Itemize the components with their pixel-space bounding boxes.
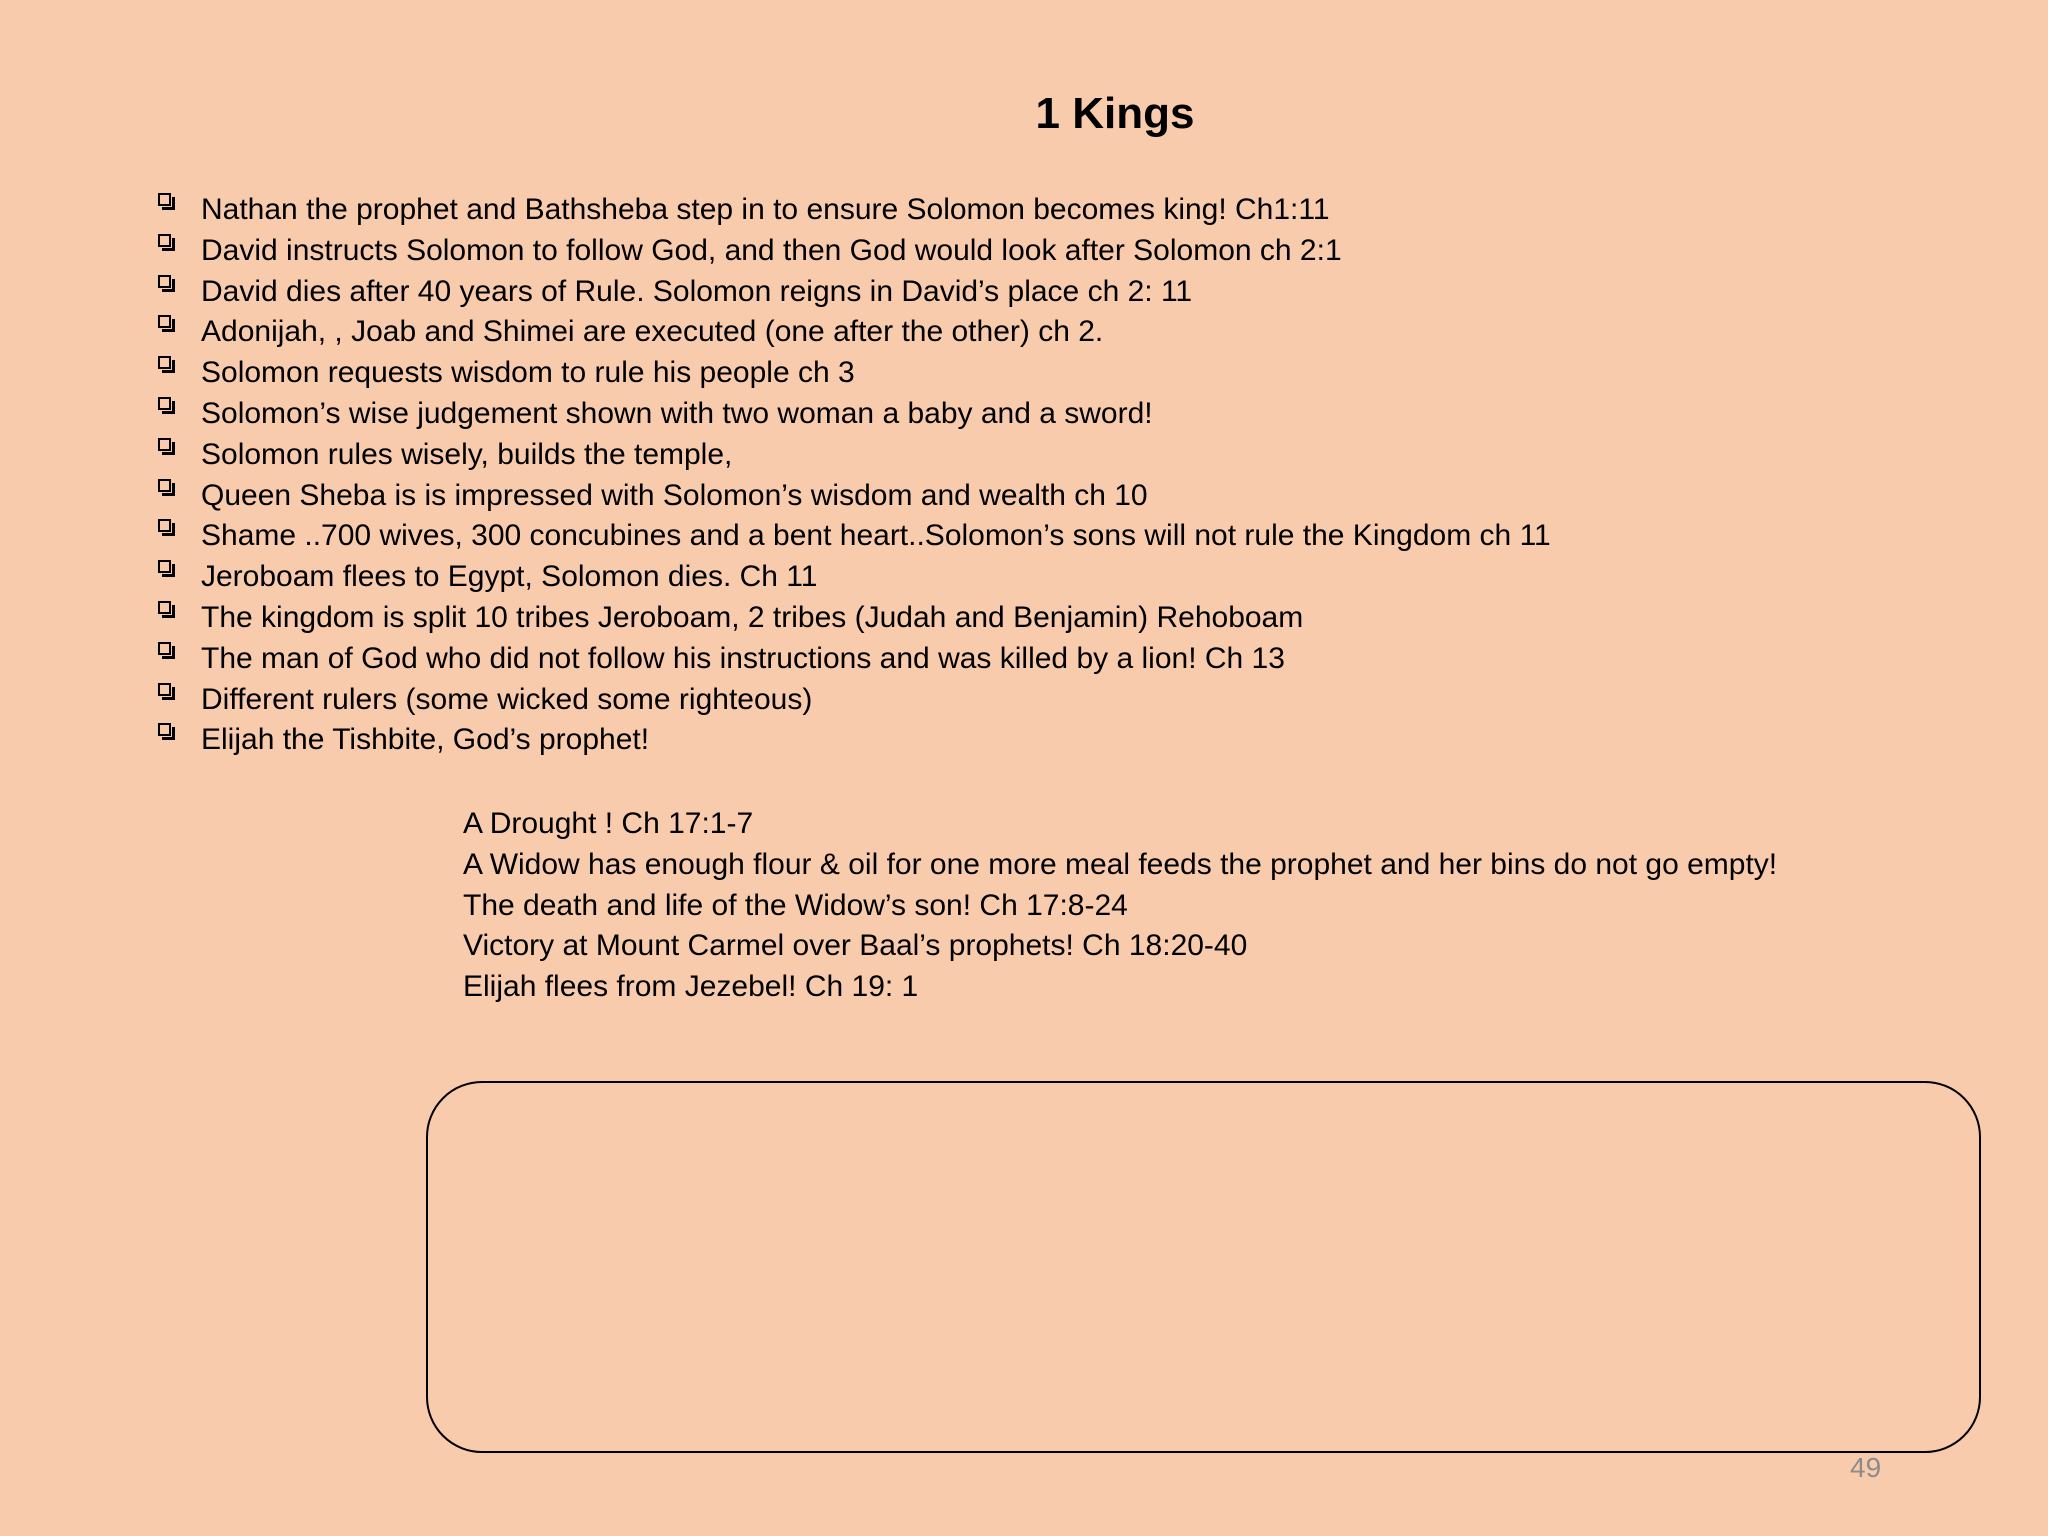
checkbox-icon [158, 601, 175, 618]
checkbox-icon [158, 315, 175, 332]
list-item-text: The kingdom is split 10 tribes Jeroboam, 2 tribes (Judah and Benjamin) Rehoboam [201, 600, 1304, 634]
bullet-list [158, 190, 1551, 761]
list-item-text: Solomon rules wisely, builds the temple, [201, 437, 733, 471]
sub-list-item: The death and life of the Widow’s son! Ch 17:8-24 [463, 888, 1128, 922]
list-item [158, 190, 1551, 231]
list-item [158, 476, 1551, 517]
sub-list-item: Victory at Mount Carmel over Baal’s prophets! Ch 18:20-40 [463, 929, 1248, 963]
list-item [158, 639, 1551, 680]
elijah-events-list [463, 804, 1777, 1008]
sub-list-item: A Drought ! Ch 17:1-7 [463, 807, 754, 840]
checkbox-icon [158, 479, 175, 496]
list-item [158, 272, 1551, 313]
list-item-text: Solomon’s wise judgement shown with two woman a baby and a sword! [201, 396, 1153, 430]
checkbox-icon [158, 397, 175, 414]
slide-title: 1 Kings [1035, 89, 1195, 138]
list-item-text: David instructs Solomon to follow God, and then God would look after Solomon ch 2:1 [201, 233, 1342, 267]
checkbox-icon [158, 642, 175, 659]
checkbox-icon [158, 438, 175, 455]
checkbox-icon [158, 234, 175, 251]
list-item-text: Shame ..700 wives, 300 concubines and a bent heart..Solomon’s sons will not rule the Kingdom ch 11 [201, 519, 1551, 553]
list-item-text: Different rulers (some wicked some righteous) [201, 682, 813, 716]
list-item [158, 231, 1551, 272]
list-item [158, 720, 1551, 761]
list-item-text: David dies after 40 years of Rule. Solomon reigns in David’s place ch 2: 11 [201, 274, 1193, 308]
checkbox-icon [158, 560, 175, 577]
checkbox-icon [158, 519, 175, 536]
list-item-text: Adonijah, , Joab and Shimei are executed (one after the other) ch 2. [201, 315, 1104, 349]
list-item [158, 353, 1551, 394]
checkbox-icon [158, 356, 175, 373]
list-item-text: Nathan the prophet and Bathsheba step in to ensure Solomon becomes king! Ch1:11 [201, 193, 1330, 226]
list-item-text: Jeroboam flees to Egypt, Solomon dies. Ch 11 [201, 560, 818, 594]
list-item-text: The man of God who did not follow his instructions and was killed by a lion! Ch 13 [201, 641, 1285, 675]
sub-list-item: A Widow has enough flour & oil for one more meal feeds the prophet and her bins do not go empty! [463, 847, 1778, 881]
checkbox-icon [158, 723, 175, 740]
list-item [158, 312, 1551, 353]
list-item [158, 557, 1551, 598]
list-item [158, 680, 1551, 721]
checkbox-icon [158, 193, 175, 210]
list-item-text: Solomon requests wisdom to rule his people ch 3 [201, 356, 855, 390]
list-item-text: Queen Sheba is is impressed with Solomon’s wisdom and wealth ch 10 [201, 478, 1148, 512]
checkbox-icon [158, 275, 175, 292]
empty-rounded-box [426, 1081, 1981, 1453]
list-item [158, 598, 1551, 639]
list-item [158, 394, 1551, 435]
list-item [158, 435, 1551, 476]
checkbox-icon [158, 683, 175, 700]
sub-list-item: Elijah flees from Jezebel! Ch 19: 1 [463, 970, 919, 1004]
list-item [158, 516, 1551, 557]
list-item-text: Elijah the Tishbite, God’s prophet! [201, 723, 650, 757]
page-number: 49 [1850, 1452, 1882, 1483]
